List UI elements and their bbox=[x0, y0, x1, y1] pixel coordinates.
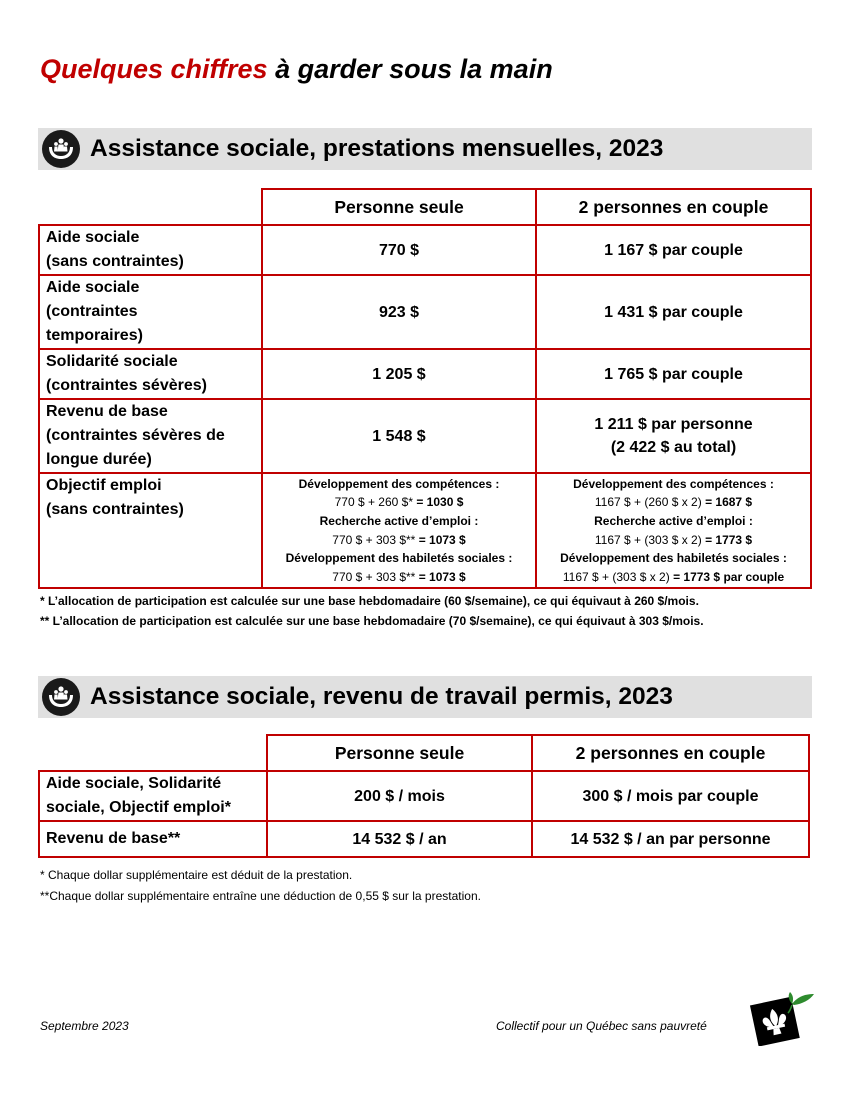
col-header-couple: 2 personnes en couple bbox=[532, 735, 809, 771]
hands-family-icon bbox=[42, 678, 80, 716]
fleur-de-lis-logo-icon bbox=[748, 990, 818, 1046]
footnote: **Chaque dollar supplémentaire entraîne une déduction de 0,55 $ sur la prestation. bbox=[40, 889, 481, 903]
table-row bbox=[39, 275, 811, 349]
work-income-table bbox=[38, 734, 810, 858]
hands-family-icon bbox=[42, 130, 80, 168]
page-title bbox=[40, 54, 553, 85]
benefits-table bbox=[38, 188, 812, 589]
col-header-single: Personne seule bbox=[262, 189, 536, 225]
couple-value: 300 $ / mois par couple bbox=[532, 771, 809, 821]
row-label: Aide sociale, Solidarité sociale, Objectif emploi* bbox=[39, 771, 267, 821]
footnote: * L’allocation de participation est calculée sur une base hebdomadaire (60 $/semaine), ce qui équivaut à 260 $/mois. bbox=[40, 594, 699, 608]
single-value: 200 $ / mois bbox=[267, 771, 532, 821]
section1-header bbox=[38, 128, 812, 170]
couple-value: 1 167 $ par couple bbox=[536, 225, 811, 275]
table-row-objectif-emploi bbox=[39, 473, 811, 588]
single-value: 770 $ bbox=[262, 225, 536, 275]
couple-value: 1 765 $ par couple bbox=[536, 349, 811, 399]
row-label: Aide sociale (sans contraintes) bbox=[39, 225, 262, 275]
table-row bbox=[39, 821, 809, 857]
couple-value: 1 431 $ par couple bbox=[536, 275, 811, 349]
footnote: * Chaque dollar supplémentaire est déduit de la prestation. bbox=[40, 868, 353, 882]
col-header-single: Personne seule bbox=[267, 735, 532, 771]
row-label: Objectif emploi (sans contraintes) bbox=[39, 473, 262, 588]
section2-heading: Assistance sociale, revenu de travail permis, 2023 bbox=[90, 683, 673, 710]
table-row bbox=[39, 225, 811, 275]
col-header-couple: 2 personnes en couple bbox=[536, 189, 811, 225]
single-value: 1 205 $ bbox=[262, 349, 536, 399]
row-label: Solidarité sociale (contraintes sévères) bbox=[39, 349, 262, 399]
couple-value: 14 532 $ / an par personne bbox=[532, 821, 809, 857]
footer-org: Collectif pour un Québec sans pauvreté bbox=[496, 1019, 707, 1033]
single-value: 14 532 $ / an bbox=[267, 821, 532, 857]
section2-header bbox=[38, 676, 812, 718]
title-rest: à garder sous la main bbox=[267, 54, 553, 84]
table-row bbox=[39, 399, 811, 473]
table-row bbox=[39, 771, 809, 821]
row-label: Aide sociale (contraintes temporaires) bbox=[39, 275, 262, 349]
row-label: Revenu de base** bbox=[39, 821, 267, 857]
title-highlight: Quelques chiffres bbox=[40, 54, 268, 84]
single-value-breakdown: Développement des compétences : 770 $ + 260 $* = 1030 $ Recherche active d’emploi : 770 $ + 303 $** = 1073 $ Développement des habiletés sociales : 770 $ + 303 $** = 1073 $ bbox=[262, 473, 536, 588]
footer-date: Septembre 2023 bbox=[40, 1019, 129, 1033]
table-row bbox=[39, 349, 811, 399]
single-value: 1 548 $ bbox=[262, 399, 536, 473]
couple-value-breakdown: Développement des compétences : 1167 $ + (260 $ x 2) = 1687 $ Recherche active d’emploi : 1167 $ + (303 $ x 2) = 1773 $ Développement des habiletés sociales : 1167 $ + (303 $ x 2) = 1773 $ par couple bbox=[536, 473, 811, 588]
row-label: Revenu de base (contraintes sévères de longue durée) bbox=[39, 399, 262, 473]
section1-heading: Assistance sociale, prestations mensuelles, 2023 bbox=[90, 135, 664, 162]
single-value: 923 $ bbox=[262, 275, 536, 349]
footnote: ** L’allocation de participation est calculée sur une base hebdomadaire (70 $/semaine), ce qui équivaut à 303 $/mois. bbox=[40, 614, 704, 628]
couple-value: 1 211 $ par personne (2 422 $ au total) bbox=[536, 399, 811, 473]
